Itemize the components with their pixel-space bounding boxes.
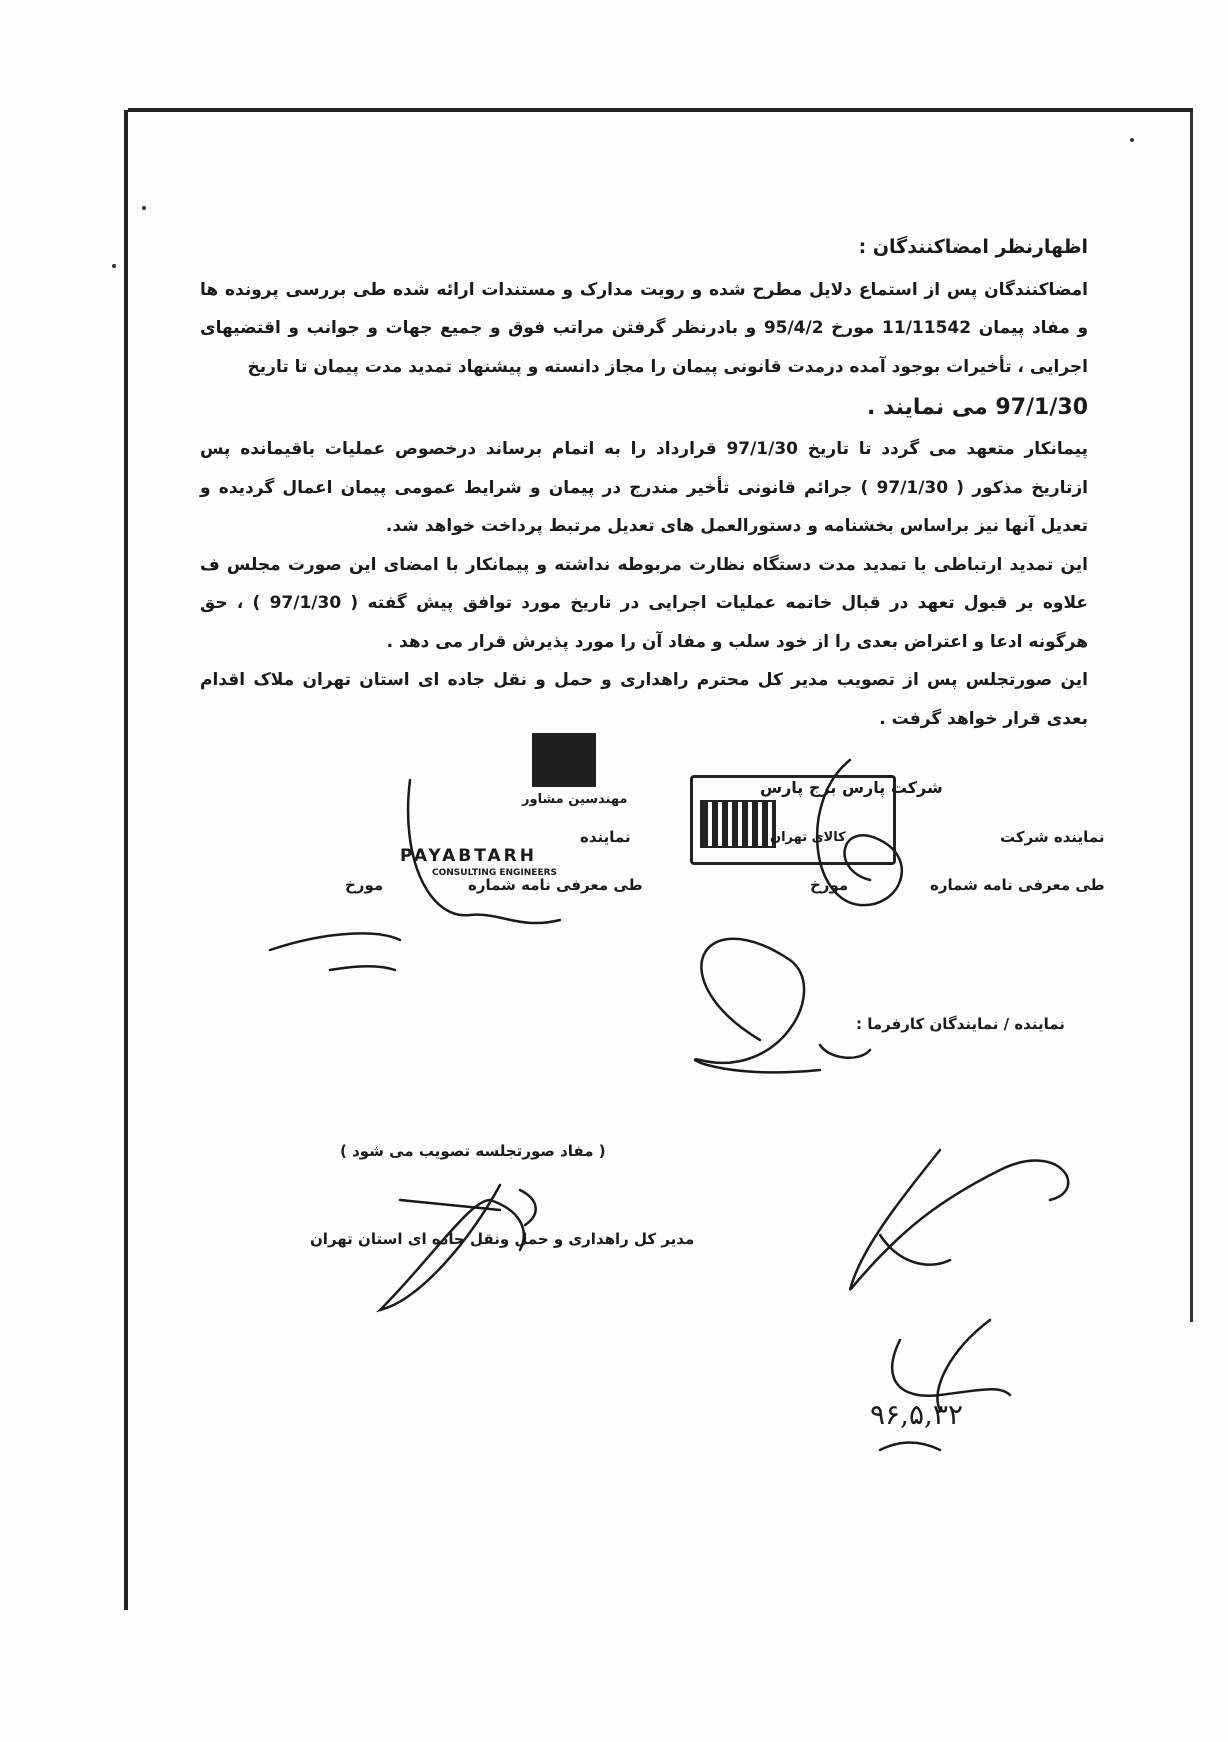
consultant-logo <box>532 733 596 787</box>
contractor-stamp-name: شرکت پارس برج پارس <box>760 778 943 797</box>
frame-top-line <box>128 108 1193 112</box>
employer-signature <box>695 939 870 1073</box>
contractor-date-label: مورخ <box>810 876 849 894</box>
contractor-rep-label: نماینده شرکت <box>1000 828 1105 846</box>
frame-left-line <box>124 110 128 1610</box>
consultant-logo-text: PAYABTARH <box>400 846 537 866</box>
director-label: مدیر کل راهداری و حمل ونقل جاده ای استان تهران <box>310 1230 695 1248</box>
section-heading: اظهارنظر امضاکنندگان : <box>858 236 1088 258</box>
consultant-logo-sub: CONSULTING ENGINEERS <box>432 868 558 878</box>
frame-right-line <box>1190 112 1193 1322</box>
consultant-stamp-top: مهندسین مشاور <box>522 792 628 807</box>
scan-speck <box>112 264 116 268</box>
consultant-date-label: مورخ <box>345 876 384 894</box>
contractor-stamp-logo <box>700 800 776 848</box>
contractor-intro: طی معرفی نامه شماره <box>930 876 1105 894</box>
scan-speck <box>1130 138 1134 142</box>
consultant-intro: طی معرفی نامه شماره <box>468 876 643 894</box>
paragraph-4: این صورتجلس پس از تصویب مدیر کل محترم راهداری و حمل و نقل جاده ای استان تهران ملاک اقدام بعدی قرار خواهد گرفت . <box>200 670 1088 729</box>
paragraph-1-end: 97/1/30 می نمایند . <box>866 395 1088 420</box>
scan-speck <box>142 206 146 210</box>
approval-note: ( مفاد صورتجلسه تصویب می شود ) <box>340 1142 606 1160</box>
paragraph-2: پیمانکار متعهد می گردد تا تاریخ 97/1/30 قرارداد را به اتمام برساند درخصوص عملیات باقیمانده پس ازتاریخ مذکور ( 97/1/30 ) جرائم قانونی تأخیر مندرج در پیمان و شرایط عمومی پیمان اعمال گردیده و تعدیل آنها نیز براساس بخشنامه و دستورالعمل های تعدیل مرتبط پرداخت خواهد شد. <box>200 439 1088 536</box>
employer-label: نماینده / نمایندگان کارفرما : <box>856 1015 1065 1033</box>
paragraph-3: این تمدید ارتباطی با تمدید مدت دستگاه نظارت مربوطه نداشته و پیمانکار با امضای این صورت مجلس ف علاوه بر قبول تعهد در قبال خاتمه عملیات اجرایی در تاریخ مورد توافق پیش گفته ( 97/1/30 ) ، حق هرگونه ادعا و اعتراض بعدی را از خود سلب و مفاد آن را مورد پذیرش قرار می دهد . <box>200 554 1088 652</box>
handwritten-date: ۹۶,۵,۳۲ <box>870 1398 963 1431</box>
contractor-stamp-sub: کالای تهران <box>770 830 846 845</box>
consultant-rep-label: نماینده <box>580 828 631 846</box>
document-body <box>200 228 1088 738</box>
paragraph-1: امضاکنندگان پس از استماع دلایل مطرح شده و رویت مدارک و مستندات ارائه شده طی بررسی پرونده ها و مفاد پیمان 11/11542 مورخ 95/4/2 و بادرنظر گرفتن مراتب فوق و جمیع جهات و جوانب و اقتضیهای اجرایی ، تأخیرات بوجود آمده درمدت قانونی پیمان را مجاز دانسته و پیشنهاد تمدید مدت پیمان تا تاریخ <box>200 279 1089 377</box>
side-signature-1 <box>850 1150 1068 1290</box>
